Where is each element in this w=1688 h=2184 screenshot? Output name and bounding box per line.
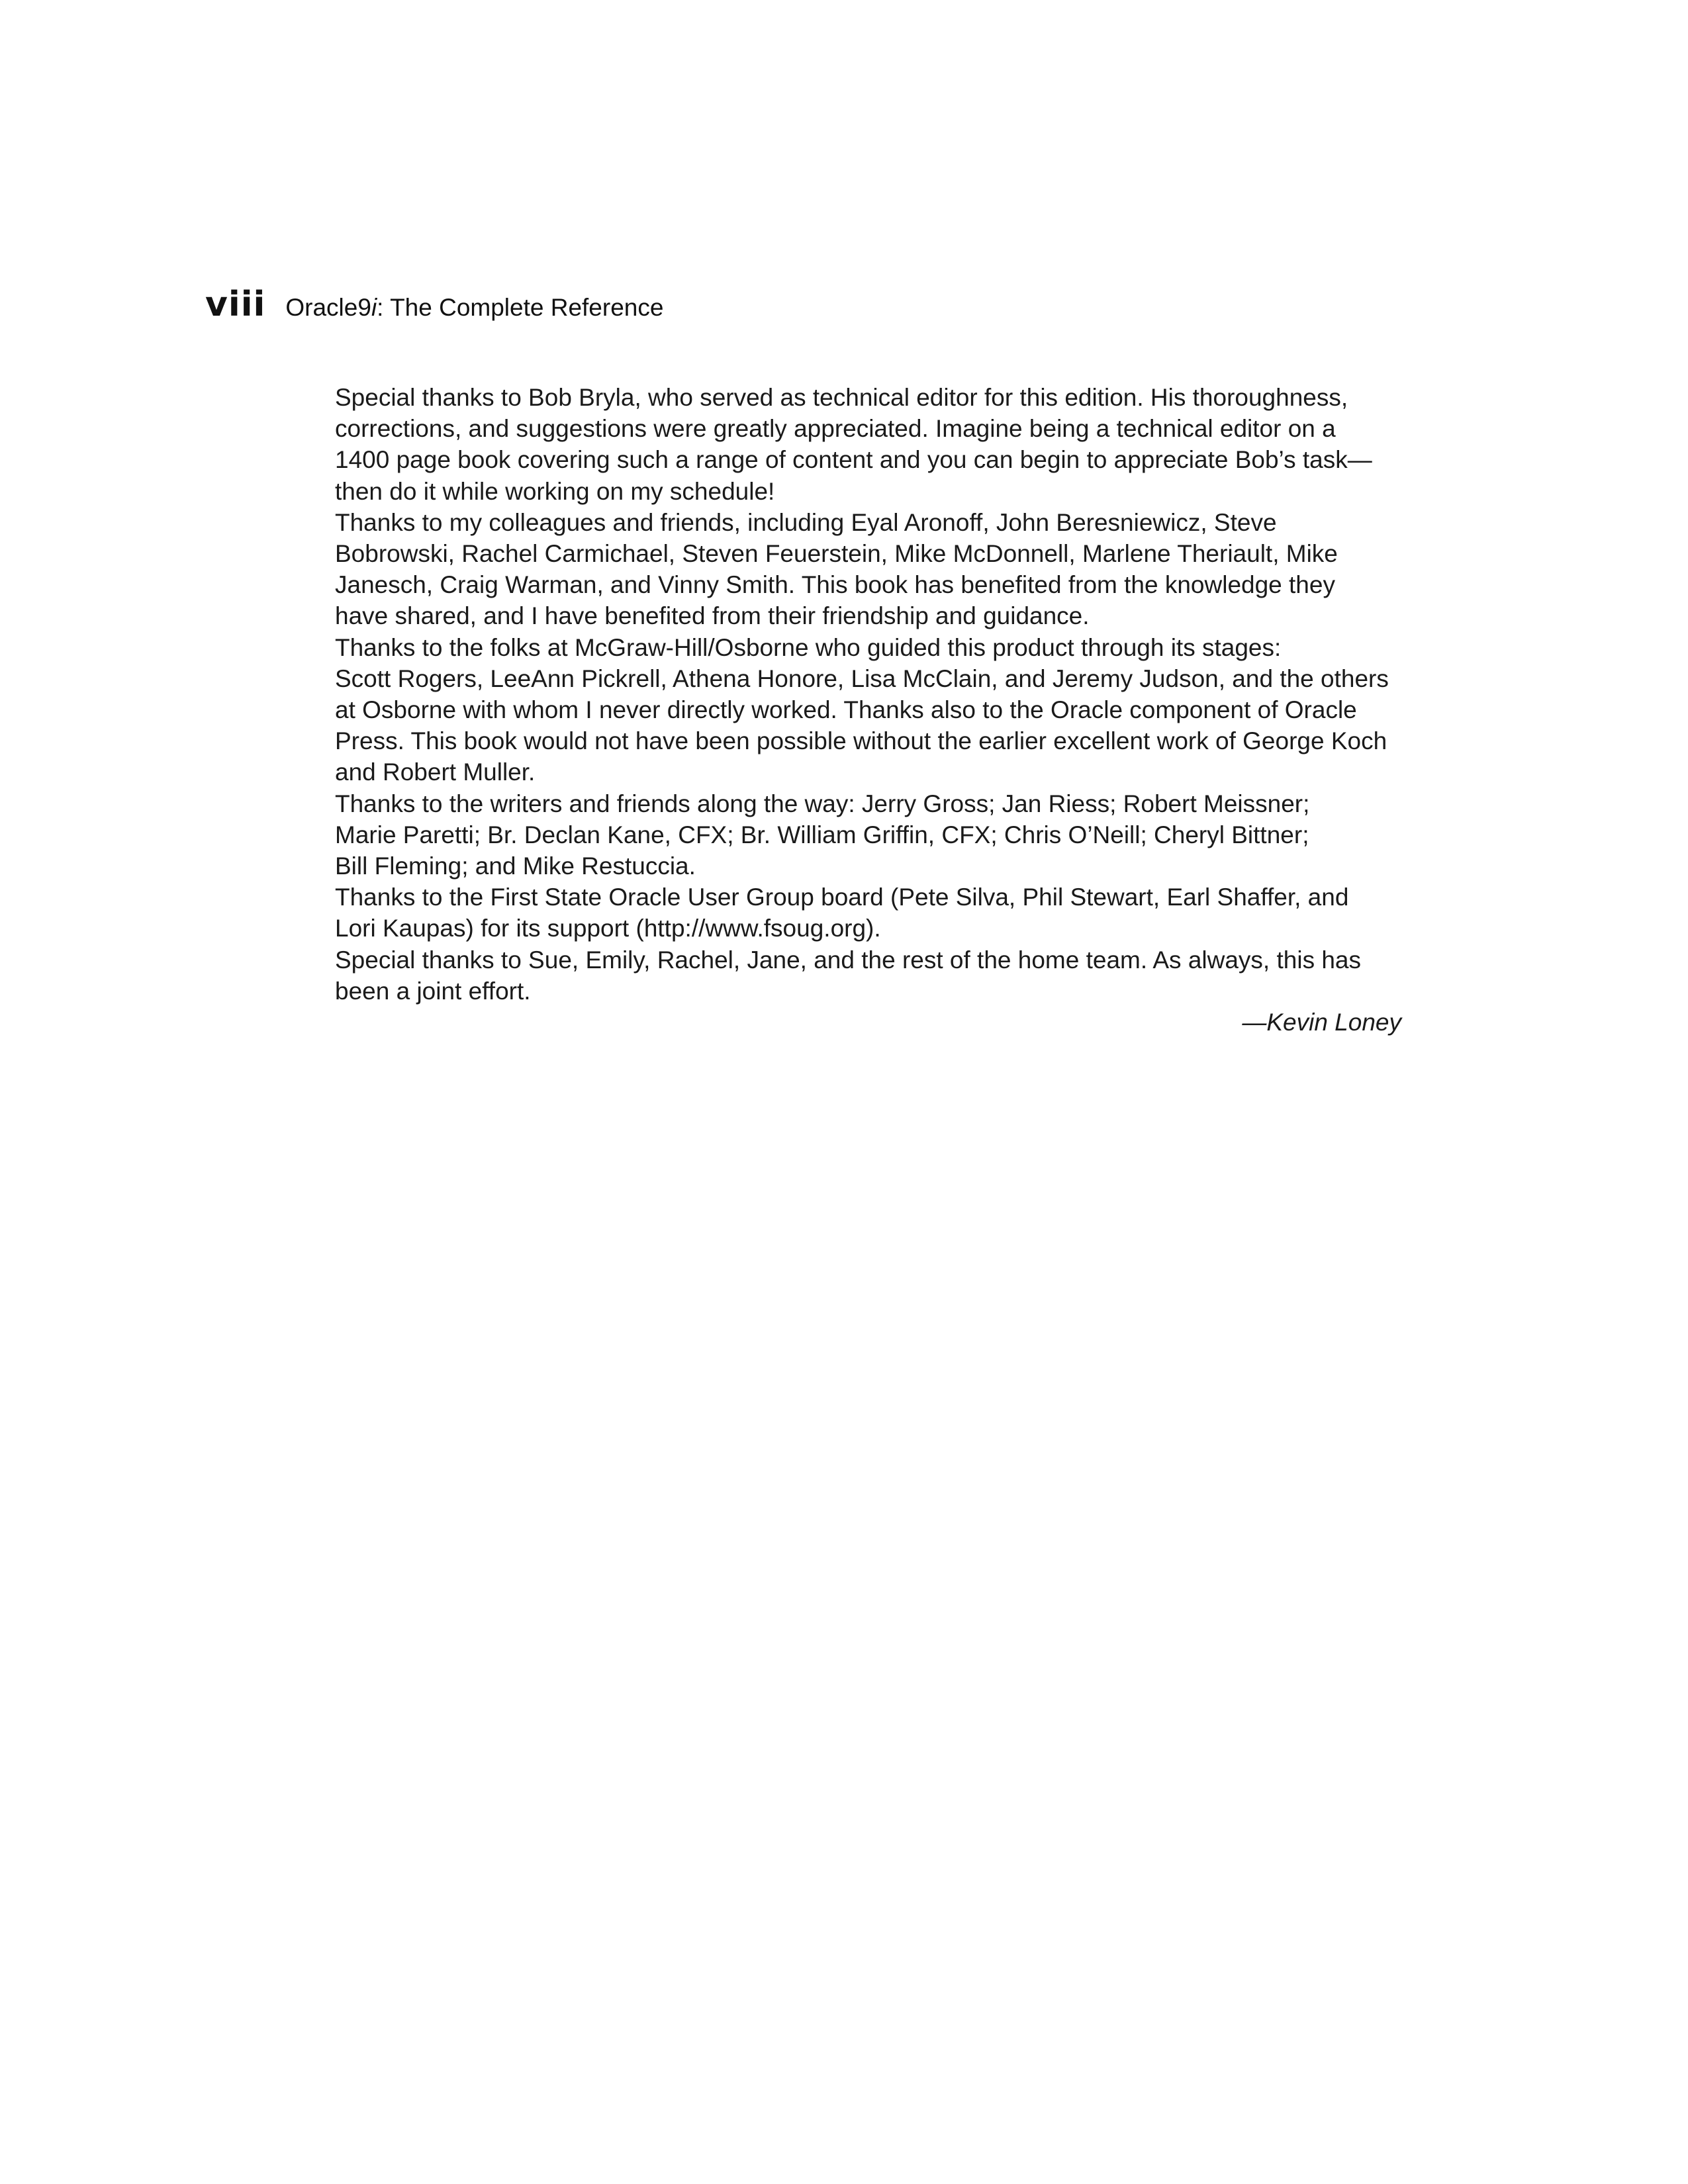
book-title-suffix: : The Complete Reference	[377, 294, 664, 321]
text-line: Bobrowski, Rachel Carmichael, Steven Feuerstein, Mike McDonnell, Marlene Theriault, Mike	[335, 540, 1338, 568]
text-line: Thanks to the First State Oracle User Group board (Pete Silva, Phil Stewart, Earl Shaffer, and	[335, 884, 1349, 911]
text-line: and Robert Muller.	[335, 758, 536, 786]
text-line: Bill Fleming; and Mike Restuccia.	[335, 852, 696, 880]
text-line: Thanks to my colleagues and friends, including Eyal Aronoff, John Beresniewicz, Steve	[335, 508, 1277, 536]
paragraph-osborne	[293, 632, 1401, 788]
text-line: corrections, and suggestions were greatly appreciated. Imagine being a technical editor on a	[335, 415, 1336, 443]
text-line: then do it while working on my schedule!	[335, 477, 775, 505]
text-line: 1400 page book covering such a range of content and you can begin to appreciate Bob’s task—	[335, 446, 1372, 474]
text-line: have shared, and I have benefited from their friendship and guidance.	[335, 602, 1090, 630]
text-line: Press. This book would not have been possible without the earlier excellent work of George Koch	[335, 727, 1387, 755]
acknowledgments-text	[293, 382, 1401, 1038]
text-line: Special thanks to Bob Bryla, who served as technical editor for this edition. His thoroughness,	[335, 384, 1348, 411]
text-line: Janesch, Craig Warman, and Vinny Smith. This book has benefited from the knowledge they	[335, 571, 1335, 599]
text-line: Scott Rogers, LeeAnn Pickrell, Athena Honore, Lisa McClain, and Jeremy Judson, and the others	[335, 664, 1389, 692]
book-title	[285, 294, 663, 322]
text-line: at Osborne with whom I never directly worked. Thanks also to the Oracle component of Oracle	[335, 696, 1357, 724]
book-title-prefix: Oracle9	[285, 294, 371, 321]
text-line: Special thanks to Sue, Emily, Rachel, Jane, and the rest of the home team. As always, this has	[335, 946, 1362, 974]
book-title-italic: i	[371, 294, 377, 321]
text-line: Lori Kaupas) for its support (http://www.fsoug.org).	[335, 915, 881, 942]
paragraph-home-team	[293, 944, 1401, 1007]
paragraph-writers	[293, 788, 1401, 882]
running-head	[205, 285, 663, 324]
paragraph-bob-bryla	[293, 382, 1401, 507]
text-line: Thanks to the folks at McGraw-Hill/Osborne who guided this product through its stages:	[335, 633, 1282, 661]
text-line: Marie Paretti; Br. Declan Kane, CFX; Br. William Griffin, CFX; Chris O’Neill; Cheryl Bittner;	[335, 821, 1309, 848]
paragraph-fsoug	[293, 882, 1401, 944]
paragraph-colleagues	[293, 507, 1401, 632]
text-line: been a joint effort.	[335, 977, 531, 1005]
text-line: Thanks to the writers and friends along the way: Jerry Gross; Jan Riess; Robert Meissner;	[335, 790, 1310, 817]
page-number: viii	[205, 285, 266, 324]
author-signature: —Kevin Loney	[1242, 1009, 1401, 1036]
